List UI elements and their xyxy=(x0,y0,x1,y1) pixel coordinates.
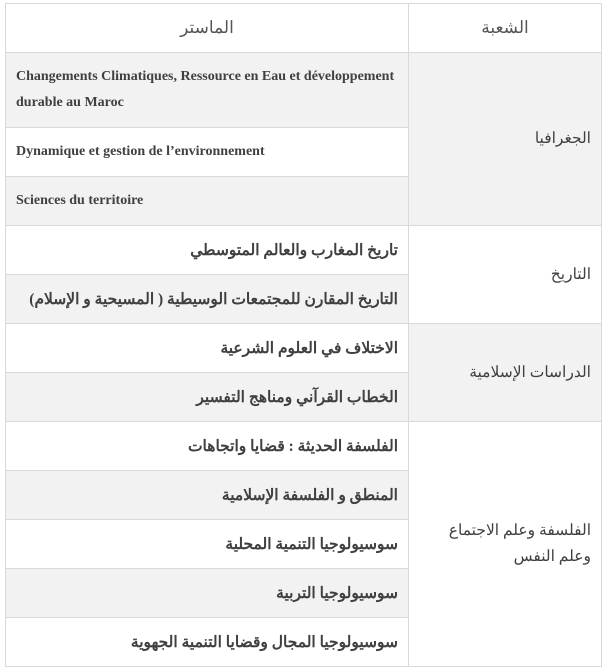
master-cell: Sciences du territoire xyxy=(6,177,409,226)
branch-column-header: الشعبة xyxy=(409,4,602,53)
master-cell: المنطق و الفلسفة الإسلامية xyxy=(6,471,409,520)
branch-cell-islamic-studies: الدراسات الإسلامية xyxy=(409,324,602,422)
table-row xyxy=(6,53,602,128)
branch-cell-philosophy: الفلسفة وعلم الاجتماع وعلم النفس xyxy=(409,422,602,667)
master-cell: الفلسفة الحديثة : قضايا واتجاهات xyxy=(6,422,409,471)
table-row xyxy=(6,324,602,373)
master-cell: Dynamique et gestion de l’environnement xyxy=(6,128,409,177)
master-cell: سوسيولوجيا التنمية المحلية xyxy=(6,520,409,569)
master-cell: التاريخ المقارن للمجتمعات الوسيطية ( المسيحية و الإسلام) xyxy=(6,275,409,324)
master-cell: تاريخ المغارب والعالم المتوسطي xyxy=(6,226,409,275)
master-cell: Changements Climatiques, Ressource en Eau et développement durable au Maroc xyxy=(6,53,409,128)
table-row xyxy=(6,226,602,275)
master-cell: سوسيولوجيا المجال وقضايا التنمية الجهوية xyxy=(6,618,409,667)
table-row xyxy=(6,422,602,471)
branch-cell-geography: الجغرافيا xyxy=(409,53,602,226)
master-cell: الخطاب القرآني ومناهج التفسير xyxy=(6,373,409,422)
masters-table xyxy=(5,3,602,667)
master-cell: الاختلاف في العلوم الشرعية xyxy=(6,324,409,373)
branch-cell-history: التاريخ xyxy=(409,226,602,324)
master-cell: سوسيولوجيا التربية xyxy=(6,569,409,618)
header-row xyxy=(6,4,602,53)
master-column-header: الماستر xyxy=(6,4,409,53)
